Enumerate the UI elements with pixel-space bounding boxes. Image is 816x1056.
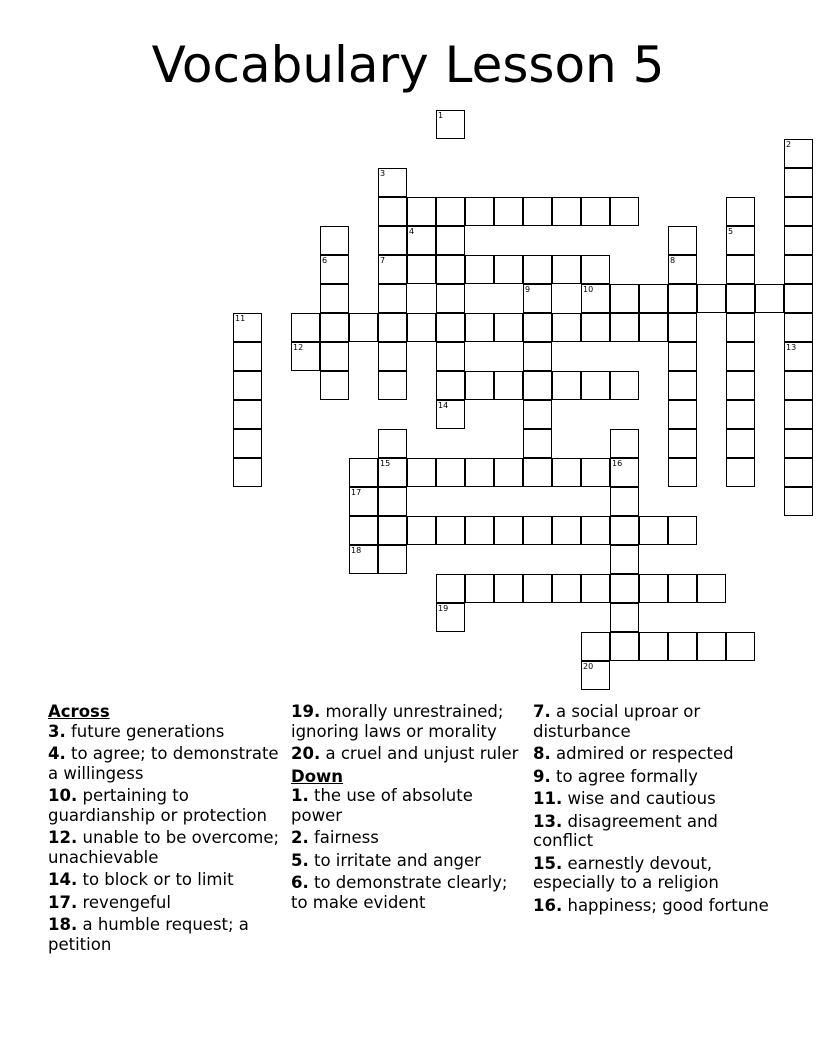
grid-cell[interactable] (581, 313, 610, 342)
grid-cell[interactable] (697, 284, 726, 313)
grid-cell[interactable] (407, 197, 436, 226)
clue-item-number: 11. (533, 789, 563, 808)
grid-cell[interactable] (784, 197, 813, 226)
clue-item (533, 789, 773, 809)
grid-cell[interactable] (668, 226, 697, 255)
grid-cell[interactable] (436, 603, 465, 632)
grid-cell[interactable] (349, 516, 378, 545)
grid-cell[interactable] (378, 168, 407, 197)
clue-number: 12 (293, 343, 304, 352)
grid-cell[interactable] (668, 342, 697, 371)
clue-number: 20 (583, 662, 594, 671)
grid-cell[interactable] (668, 516, 697, 545)
clue-column-2 (291, 702, 529, 915)
grid-cell[interactable] (726, 429, 755, 458)
grid-cell[interactable] (639, 284, 668, 313)
grid-cell[interactable] (436, 400, 465, 429)
clue-item-number: 13. (533, 811, 563, 831)
grid-cell[interactable] (465, 255, 494, 284)
grid-cell[interactable] (784, 284, 813, 313)
grid-cell[interactable] (523, 400, 552, 429)
clue-item (48, 744, 288, 783)
clue-item-number: 8. (533, 744, 551, 763)
clue-item (291, 873, 529, 912)
grid-cell[interactable] (436, 313, 465, 342)
grid-cell[interactable] (320, 342, 349, 371)
grid-cell[interactable] (465, 371, 494, 400)
grid-cell[interactable] (581, 516, 610, 545)
grid-cell[interactable] (523, 516, 552, 545)
clue-item (291, 828, 529, 848)
grid-cell[interactable] (378, 429, 407, 458)
clue-item-number: 6. (291, 873, 309, 892)
grid-cell[interactable] (610, 429, 639, 458)
clue-item-number: 16. (533, 895, 563, 915)
grid-cell[interactable] (523, 371, 552, 400)
down-clue-list (291, 786, 529, 912)
grid-cell[interactable] (668, 371, 697, 400)
grid-cell[interactable] (378, 284, 407, 313)
clue-item (48, 915, 288, 954)
clue-item-text: revengeful (82, 892, 171, 912)
grid-cell[interactable] (436, 516, 465, 545)
grid-cell[interactable] (465, 516, 494, 545)
clue-item (291, 702, 529, 741)
grid-cell[interactable] (523, 574, 552, 603)
grid-cell[interactable] (378, 545, 407, 574)
clue-number: 11 (235, 314, 246, 323)
clue-item (533, 744, 773, 764)
grid-cell[interactable] (726, 371, 755, 400)
clue-item-number: 7. (533, 702, 551, 721)
down-clue-list-continued (533, 702, 773, 915)
clue-item (291, 744, 529, 764)
grid-cell[interactable] (552, 255, 581, 284)
grid-cell[interactable] (610, 313, 639, 342)
grid-cell[interactable] (610, 371, 639, 400)
clue-item-text: to block or to limit (82, 870, 234, 889)
clue-item-text: to agree; to demonstrate a willingess (48, 744, 279, 783)
clue-number: 18 (351, 546, 362, 555)
grid-cell[interactable] (523, 429, 552, 458)
clue-item-number: 15. (533, 853, 563, 873)
clue-item-number: 1. (291, 786, 309, 805)
grid-cell[interactable] (494, 574, 523, 603)
grid-cell[interactable] (465, 197, 494, 226)
grid-cell[interactable] (407, 516, 436, 545)
clue-item-number: 10. (48, 786, 78, 805)
grid-cell[interactable] (581, 458, 610, 487)
clue-item (48, 828, 288, 867)
clue-number: 9 (525, 285, 531, 294)
clue-item-number: 14. (48, 870, 78, 889)
grid-cell[interactable] (349, 458, 378, 487)
grid-cell[interactable] (726, 400, 755, 429)
grid-cell[interactable] (378, 487, 407, 516)
clue-item-text: admired or respected (556, 744, 734, 763)
grid-cell[interactable] (320, 255, 349, 284)
grid-cell[interactable] (233, 313, 262, 342)
grid-cell[interactable] (581, 661, 610, 690)
grid-cell[interactable] (436, 197, 465, 226)
grid-cell[interactable] (436, 226, 465, 255)
clue-item-text: earnestly devout, especially to a religion (533, 853, 719, 892)
grid-cell[interactable] (552, 516, 581, 545)
grid-cell[interactable] (726, 284, 755, 313)
grid-cell[interactable] (581, 371, 610, 400)
clue-item (291, 786, 529, 825)
across-clue-list-continued (291, 702, 529, 764)
clue-item (533, 767, 773, 787)
grid-cell[interactable] (378, 197, 407, 226)
grid-cell[interactable] (639, 516, 668, 545)
grid-cell[interactable] (726, 458, 755, 487)
grid-cell[interactable] (639, 574, 668, 603)
grid-cell[interactable] (639, 313, 668, 342)
grid-cell[interactable] (523, 313, 552, 342)
grid-cell[interactable] (581, 632, 610, 661)
grid-cell[interactable] (581, 255, 610, 284)
grid-cell[interactable] (378, 458, 407, 487)
clue-item-text: the use of absolute power (291, 786, 473, 825)
clue-item-number: 4. (48, 744, 66, 763)
grid-cell[interactable] (726, 632, 755, 661)
clue-number: 7 (380, 256, 386, 265)
grid-cell[interactable] (552, 458, 581, 487)
page-title: Vocabulary Lesson 5 (151, 36, 665, 94)
clue-item-text: pertaining to guardianship or protection (48, 786, 267, 825)
clue-item-text: to agree formally (556, 766, 698, 786)
clue-item-text: disagreement and conflict (533, 811, 718, 850)
grid-cell[interactable] (494, 197, 523, 226)
grid-cell[interactable] (784, 168, 813, 197)
grid-cell[interactable] (726, 226, 755, 255)
grid-cell[interactable] (465, 458, 494, 487)
grid-cell[interactable] (784, 342, 813, 371)
grid-cell[interactable] (610, 487, 639, 516)
grid-cell[interactable] (784, 400, 813, 429)
grid-cell[interactable] (784, 487, 813, 516)
grid-cell[interactable] (233, 342, 262, 371)
grid-cell[interactable] (552, 313, 581, 342)
grid-cell[interactable] (668, 632, 697, 661)
grid-cell[interactable] (407, 313, 436, 342)
grid-cell[interactable] (320, 284, 349, 313)
grid-cell[interactable] (436, 110, 465, 139)
clue-number: 5 (728, 227, 734, 236)
grid-cell[interactable] (523, 342, 552, 371)
grid-cell[interactable] (581, 574, 610, 603)
grid-cell[interactable] (436, 574, 465, 603)
grid-cell[interactable] (668, 255, 697, 284)
grid-cell[interactable] (784, 255, 813, 284)
clue-number: 3 (380, 169, 386, 178)
grid-cell[interactable] (610, 197, 639, 226)
clue-item-number: 5. (291, 850, 309, 870)
across-heading: Across (48, 702, 110, 721)
clue-item (48, 722, 288, 742)
clue-number: 17 (351, 488, 362, 497)
grid-cell[interactable] (494, 516, 523, 545)
grid-cell[interactable] (320, 371, 349, 400)
clue-item-number: 20. (291, 744, 321, 763)
grid-cell[interactable] (465, 313, 494, 342)
clue-item-text: a humble request; a petition (48, 915, 249, 954)
grid-cell[interactable] (378, 255, 407, 284)
grid-cell[interactable] (349, 487, 378, 516)
grid-cell[interactable] (494, 313, 523, 342)
grid-cell[interactable] (697, 632, 726, 661)
clue-number: 1 (438, 111, 444, 120)
clue-item-number: 9. (533, 766, 551, 786)
grid-cell[interactable] (639, 632, 668, 661)
grid-cell[interactable] (610, 516, 639, 545)
grid-cell[interactable] (668, 284, 697, 313)
clue-item (291, 851, 529, 871)
grid-cell[interactable] (726, 313, 755, 342)
grid-cell[interactable] (523, 255, 552, 284)
grid-cell[interactable] (378, 313, 407, 342)
clue-item-text: morally unrestrained; ignoring laws or morality (291, 702, 504, 741)
grid-cell[interactable] (581, 197, 610, 226)
grid-cell[interactable] (436, 458, 465, 487)
grid-cell[interactable] (784, 226, 813, 255)
grid-cell[interactable] (784, 139, 813, 168)
grid-cell[interactable] (494, 371, 523, 400)
clue-item-text: happiness; good fortune (567, 895, 769, 915)
grid-cell[interactable] (668, 313, 697, 342)
grid-cell[interactable] (407, 458, 436, 487)
grid-cell[interactable] (407, 255, 436, 284)
clue-number: 6 (322, 256, 328, 265)
clue-item-text: wise and cautious (567, 789, 716, 808)
clue-item-text: a social uproar or disturbance (533, 702, 701, 741)
across-clue-list (48, 722, 288, 955)
clue-column-1 (48, 702, 288, 957)
grid-cell[interactable] (320, 226, 349, 255)
grid-cell[interactable] (233, 371, 262, 400)
grid-cell[interactable] (610, 545, 639, 574)
grid-cell[interactable] (378, 371, 407, 400)
grid-cell[interactable] (320, 313, 349, 342)
clue-item (48, 870, 288, 890)
clue-number: 14 (438, 401, 449, 410)
grid-cell[interactable] (755, 284, 784, 313)
clue-number: 4 (409, 227, 415, 236)
grid-cell[interactable] (378, 516, 407, 545)
clue-item-text: future generations (71, 721, 225, 741)
grid-cell[interactable] (552, 574, 581, 603)
grid-cell[interactable] (610, 284, 639, 313)
clue-column-3 (533, 702, 773, 918)
grid-cell[interactable] (436, 255, 465, 284)
grid-cell[interactable] (784, 429, 813, 458)
grid-cell[interactable] (726, 342, 755, 371)
grid-cell[interactable] (784, 371, 813, 400)
clue-item (533, 854, 773, 893)
grid-cell[interactable] (552, 371, 581, 400)
clue-item-number: 2. (291, 828, 309, 847)
grid-cell[interactable] (784, 458, 813, 487)
clue-item (533, 812, 773, 851)
grid-cell[interactable] (233, 458, 262, 487)
grid-cell[interactable] (233, 400, 262, 429)
grid-cell[interactable] (552, 197, 581, 226)
grid-cell[interactable] (291, 313, 320, 342)
grid-cell[interactable] (610, 458, 639, 487)
clue-item (48, 893, 288, 913)
clue-number: 13 (786, 343, 797, 352)
grid-cell[interactable] (233, 429, 262, 458)
clue-item-text: to demonstrate clearly; to make evident (291, 873, 508, 912)
grid-cell[interactable] (668, 429, 697, 458)
clue-number: 16 (612, 459, 623, 468)
clue-item-number: 17. (48, 892, 78, 912)
grid-cell[interactable] (436, 284, 465, 313)
clue-item-number: 3. (48, 721, 66, 741)
grid-cell[interactable] (610, 603, 639, 632)
grid-cell[interactable] (407, 226, 436, 255)
grid-cell[interactable] (494, 255, 523, 284)
grid-cell[interactable] (668, 574, 697, 603)
grid-cell[interactable] (610, 574, 639, 603)
grid-cell[interactable] (581, 284, 610, 313)
grid-cell[interactable] (668, 458, 697, 487)
clue-item-number: 12. (48, 828, 78, 847)
grid-cell[interactable] (349, 313, 378, 342)
clue-item-text: fairness (314, 828, 379, 847)
clue-number: 10 (583, 285, 594, 294)
clue-item-text: a cruel and unjust ruler (325, 744, 519, 763)
grid-cell[interactable] (697, 574, 726, 603)
down-heading: Down (291, 766, 344, 786)
grid-cell[interactable] (291, 342, 320, 371)
grid-cell[interactable] (436, 342, 465, 371)
grid-cell[interactable] (610, 632, 639, 661)
grid-cell[interactable] (523, 197, 552, 226)
grid-cell[interactable] (668, 400, 697, 429)
clue-item (48, 786, 288, 825)
grid-cell[interactable] (784, 313, 813, 342)
grid-cell[interactable] (523, 284, 552, 313)
grid-cell[interactable] (378, 226, 407, 255)
grid-cell[interactable] (436, 371, 465, 400)
grid-cell[interactable] (349, 545, 378, 574)
clue-item-number: 18. (48, 915, 78, 934)
clue-item (533, 896, 773, 916)
grid-cell[interactable] (378, 342, 407, 371)
clue-item-number: 19. (291, 702, 321, 721)
clue-number: 8 (670, 256, 676, 265)
clue-item-text: unable to be overcome; unachievable (48, 828, 280, 867)
grid-cell[interactable] (494, 458, 523, 487)
grid-cell[interactable] (523, 458, 552, 487)
clue-number: 19 (438, 604, 449, 613)
clue-number: 15 (380, 459, 391, 468)
clue-number: 2 (786, 140, 792, 149)
grid-cell[interactable] (465, 574, 494, 603)
grid-cell[interactable] (726, 197, 755, 226)
clue-item-text: to irritate and anger (314, 850, 481, 870)
grid-cell[interactable] (726, 255, 755, 284)
clue-item (533, 702, 773, 741)
